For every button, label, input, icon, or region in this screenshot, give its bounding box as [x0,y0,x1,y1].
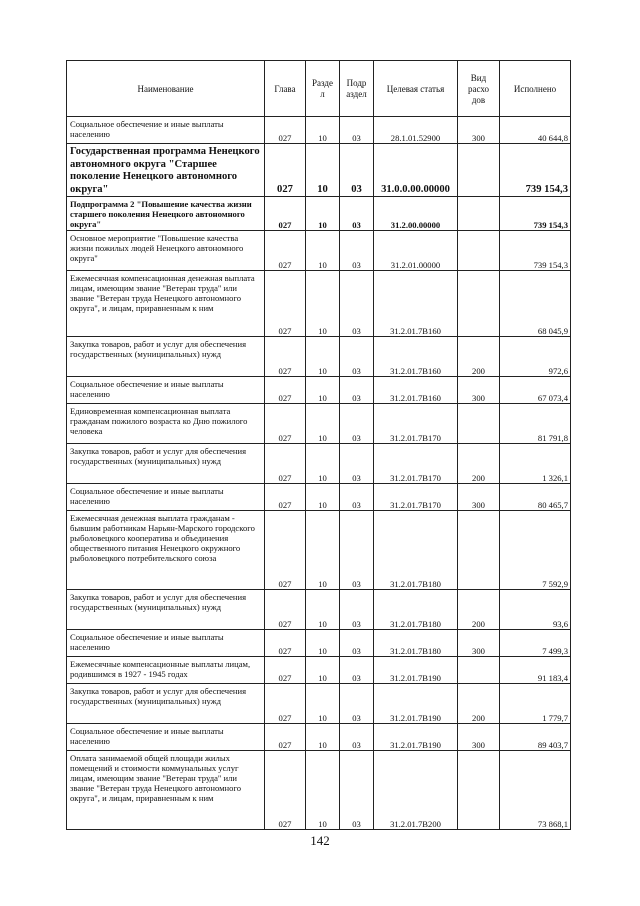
row-glava: 027 [265,271,306,337]
row-target: 31.2.01.7В170 [374,404,458,444]
table-row [67,444,571,484]
header-podrazdel: Подр аздел [340,61,374,117]
row-podrazdel: 03 [340,337,374,377]
row-executed: 89 403,7 [500,724,571,751]
row-name: Оплата занимаемой общей площади жилых помещений и стоимости коммунальных услуг лицам, имеющим звание "Ветеран труда" или звание "Ветеран труда Ненецкого автономного округа", и лицам, приравненным к ним [67,751,265,830]
table-row [67,511,571,590]
row-vid: 300 [458,484,500,511]
row-razdel: 10 [306,377,340,404]
row-vid: 200 [458,684,500,724]
row-glava: 027 [265,144,306,197]
row-vid [458,271,500,337]
row-vid [458,511,500,590]
row-razdel: 10 [306,590,340,630]
header-name: Наименование [67,61,265,117]
row-vid [458,657,500,684]
row-executed: 1 779,7 [500,684,571,724]
row-target: 31.2.01.7В190 [374,684,458,724]
table-row [67,724,571,751]
row-vid: 200 [458,444,500,484]
row-name: Основное мероприятие "Повышение качества жизни пожилых людей Ненецкого автономного округа" [67,231,265,271]
row-name: Закупка товаров, работ и услуг для обеспечения государственных (муниципальных) нужд [67,684,265,724]
row-glava: 027 [265,231,306,271]
table-body [67,117,571,830]
row-executed: 73 868,1 [500,751,571,830]
row-executed: 7 499,3 [500,630,571,657]
row-podrazdel: 03 [340,404,374,444]
row-podrazdel: 03 [340,144,374,197]
row-target: 31.2.01.00000 [374,231,458,271]
row-glava: 027 [265,724,306,751]
row-name: Социальное обеспечение и иные выплаты населению [67,484,265,511]
row-executed: 972,6 [500,337,571,377]
row-glava: 027 [265,404,306,444]
row-glava: 027 [265,630,306,657]
row-vid: 300 [458,117,500,144]
page-number: 142 [310,833,330,848]
table-row [67,751,571,830]
row-razdel: 10 [306,511,340,590]
row-target: 31.2.01.7В200 [374,751,458,830]
row-podrazdel: 03 [340,751,374,830]
row-razdel: 10 [306,484,340,511]
row-target: 31.0.0.00.00000 [374,144,458,197]
row-executed: 93,6 [500,590,571,630]
row-podrazdel: 03 [340,377,374,404]
row-razdel: 10 [306,444,340,484]
table-row [67,337,571,377]
row-executed: 1 326,1 [500,444,571,484]
table-row [67,231,571,271]
table-row [67,630,571,657]
row-glava: 027 [265,484,306,511]
row-executed: 739 154,3 [500,197,571,231]
table-row [67,590,571,630]
table-row [67,271,571,337]
row-target: 31.2.01.7В180 [374,511,458,590]
row-vid: 200 [458,337,500,377]
row-glava: 027 [265,511,306,590]
table-row [67,144,571,197]
header-executed: Исполнено [500,61,571,117]
row-name: Единовременная компенсационная выплата гражданам пожилого возраста ко Дню пожилого человека [67,404,265,444]
row-glava: 027 [265,684,306,724]
header-target: Целевая статья [374,61,458,117]
row-glava: 027 [265,337,306,377]
row-name: Социальное обеспечение и иные выплаты населению [67,377,265,404]
row-name: Государственная программа Ненецкого автономного округа "Старшее поколение Ненецкого автономного округа" [67,144,265,197]
row-podrazdel: 03 [340,197,374,231]
row-razdel: 10 [306,144,340,197]
row-executed: 81 791,8 [500,404,571,444]
header-glava: Глава [265,61,306,117]
row-name: Закупка товаров, работ и услуг для обеспечения государственных (муниципальных) нужд [67,337,265,377]
row-target: 31.2.01.7В180 [374,630,458,657]
row-target: 31.2.01.7В160 [374,337,458,377]
row-target: 31.2.01.7В180 [374,590,458,630]
row-glava: 027 [265,377,306,404]
header-razdel: Разде л [306,61,340,117]
row-glava: 027 [265,590,306,630]
row-razdel: 10 [306,197,340,231]
row-vid [458,404,500,444]
row-executed: 91 183,4 [500,657,571,684]
row-razdel: 10 [306,404,340,444]
row-podrazdel: 03 [340,630,374,657]
row-executed: 80 465,7 [500,484,571,511]
row-podrazdel: 03 [340,511,374,590]
row-target: 31.2.01.7В160 [374,377,458,404]
row-name: Ежемесячная денежная выплата гражданам - бывшим работникам Нарьян-Марского городского рыболовецкого кооператива и объединения общественного питания Ненецкого окружного рыболовецкого потребительского союза [67,511,265,590]
table-row [67,484,571,511]
row-executed: 739 154,3 [500,144,571,197]
row-razdel: 10 [306,117,340,144]
row-target: 31.2.01.7В190 [374,724,458,751]
row-podrazdel: 03 [340,724,374,751]
row-razdel: 10 [306,751,340,830]
row-glava: 027 [265,751,306,830]
row-name: Социальное обеспечение и иные выплаты населению [67,630,265,657]
row-executed: 68 045,9 [500,271,571,337]
row-podrazdel: 03 [340,271,374,337]
row-target: 31.2.01.7В190 [374,657,458,684]
row-target: 31.2.01.7В160 [374,271,458,337]
row-vid: 300 [458,377,500,404]
row-razdel: 10 [306,657,340,684]
budget-table [66,60,571,830]
row-vid [458,231,500,271]
row-name: Закупка товаров, работ и услуг для обеспечения государственных (муниципальных) нужд [67,444,265,484]
row-razdel: 10 [306,271,340,337]
row-name: Ежемесячная компенсационная денежная выплата лицам, имеющим звание "Ветеран труда" или звание "Ветеран труда Ненецкого автономного округа", и лицам, приравненным к ним [67,271,265,337]
row-vid: 200 [458,590,500,630]
row-executed: 67 073,4 [500,377,571,404]
row-podrazdel: 03 [340,444,374,484]
row-name: Закупка товаров, работ и услуг для обеспечения государственных (муниципальных) нужд [67,590,265,630]
row-vid: 300 [458,630,500,657]
row-podrazdel: 03 [340,117,374,144]
row-glava: 027 [265,117,306,144]
table-row [67,657,571,684]
row-vid: 300 [458,724,500,751]
row-executed: 7 592,9 [500,511,571,590]
header-vid: Вид расхо дов [458,61,500,117]
table-row [67,117,571,144]
table-row [67,684,571,724]
row-podrazdel: 03 [340,657,374,684]
row-razdel: 10 [306,684,340,724]
row-razdel: 10 [306,337,340,377]
table-header-row [67,61,571,117]
row-vid [458,144,500,197]
row-target: 31.2.01.7В170 [374,484,458,511]
table-row [67,377,571,404]
row-name: Подпрограмма 2 "Повышение качества жизни старшего поколения Ненецкого автономного округа" [67,197,265,231]
row-target: 31.2.00.00000 [374,197,458,231]
row-name: Социальное обеспечение и иные выплаты населению [67,117,265,144]
row-vid [458,197,500,231]
row-executed: 40 644,8 [500,117,571,144]
row-name: Ежемесячные компенсационные выплаты лицам, родившимся в 1927 - 1945 годах [67,657,265,684]
row-razdel: 10 [306,231,340,271]
row-target: 28.1.01.52900 [374,117,458,144]
table-row [67,404,571,444]
row-name: Социальное обеспечение и иные выплаты населению [67,724,265,751]
row-glava: 027 [265,444,306,484]
row-executed: 739 154,3 [500,231,571,271]
row-glava: 027 [265,657,306,684]
row-podrazdel: 03 [340,590,374,630]
row-podrazdel: 03 [340,684,374,724]
row-podrazdel: 03 [340,231,374,271]
row-razdel: 10 [306,724,340,751]
row-glava: 027 [265,197,306,231]
row-podrazdel: 03 [340,484,374,511]
row-vid [458,751,500,830]
row-target: 31.2.01.7В170 [374,444,458,484]
row-razdel: 10 [306,630,340,657]
table-row [67,197,571,231]
